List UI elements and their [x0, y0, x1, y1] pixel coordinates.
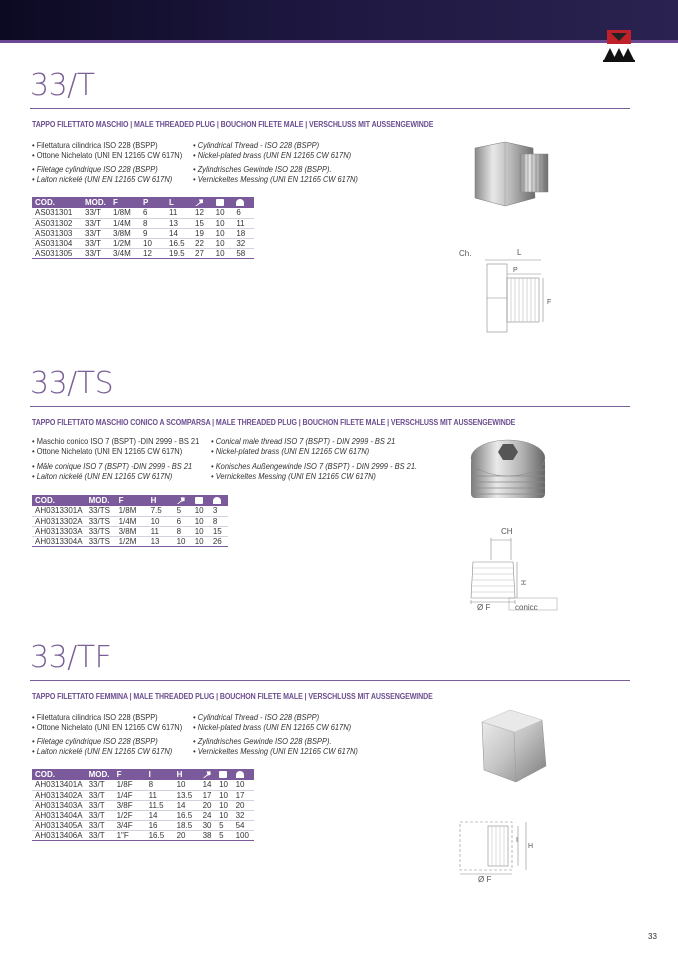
bullet: • Zylindrisches Gewinde ISO 228 (BSPP).: [193, 736, 332, 746]
table-header: [32, 495, 228, 506]
col-header: F: [110, 197, 140, 208]
table-cell: 33/T: [82, 228, 110, 238]
box-icon: [192, 495, 210, 506]
table-cell: 6: [140, 208, 166, 218]
spec-table: [32, 769, 254, 841]
table-cell: 14: [200, 780, 216, 790]
section-subtitle: TAPPO FILETTATO MASCHIO | MALE THREADED PLUG | BOUCHON FILETE MALE | VERSCHLUSS MIT AUSSENGEWINDE: [32, 120, 434, 129]
box-icon: [213, 197, 234, 208]
table-cell: 10: [233, 780, 254, 790]
table-row: [32, 208, 254, 218]
table-cell: 11: [148, 526, 174, 536]
table-cell: 13.5: [174, 790, 200, 800]
drawing-label: conicc: [515, 603, 538, 612]
table-cell: 10: [140, 238, 166, 248]
table-cell: 16.5: [174, 810, 200, 820]
table-cell: 10: [192, 526, 210, 536]
table-cell: 15: [210, 526, 228, 536]
section-title: 33/TF: [30, 640, 112, 675]
table-cell: AS031301: [32, 208, 82, 218]
col-header: MOD.: [82, 197, 110, 208]
table-row: [32, 248, 254, 258]
table-cell: AS031305: [32, 248, 82, 258]
table-cell: 33/T: [86, 780, 114, 790]
bullet: • Cylindrical Thread - ISO 228 (BSPP): [193, 712, 320, 722]
product-photo-33ts: [465, 432, 555, 512]
table-cell: 54: [233, 820, 254, 830]
page-number: 33: [648, 932, 657, 941]
table-row: [32, 238, 254, 248]
table-cell: 10: [174, 536, 192, 546]
table-row: [32, 516, 228, 526]
bullet: • Mâle conique ISO 7 (BSPT) -DIN 2999 - BS 21: [32, 461, 193, 471]
table-cell: 8: [210, 516, 228, 526]
wrench-icon: [200, 769, 216, 780]
table-cell: 1/4M: [110, 218, 140, 228]
table-cell: 11: [146, 790, 174, 800]
drawing-label: P: [513, 267, 518, 274]
table-cell: 12: [192, 208, 213, 218]
table-cell: 26: [210, 536, 228, 546]
col-header: P: [140, 197, 166, 208]
table-cell: 9: [140, 228, 166, 238]
table-row: [32, 780, 254, 790]
bullet: • Filetage cylindrique ISO 228 (BSPP): [32, 164, 158, 174]
company-logo-icon: [602, 30, 636, 62]
technical-drawing-33t: [455, 246, 565, 346]
drawing-label: Ø F: [478, 875, 492, 884]
table-cell: 8: [146, 780, 174, 790]
table-cell: 18: [233, 228, 254, 238]
col-header: F: [114, 769, 146, 780]
bullet: • Vernickeltes Messing (UNI EN 12165 CW 617N): [193, 174, 358, 184]
table-cell: 3: [210, 506, 228, 516]
table-cell: 15: [192, 218, 213, 228]
table-cell: 33/T: [86, 810, 114, 820]
section-rule: [30, 406, 630, 407]
table-cell: 11: [166, 208, 192, 218]
drawing-label: Ch.: [459, 249, 472, 258]
technical-drawing-33ts: [465, 522, 560, 614]
table-cell: 17: [200, 790, 216, 800]
table-cell: 20: [200, 800, 216, 810]
table-cell: 33/T: [86, 830, 114, 840]
drawing-label: H: [519, 580, 526, 586]
section-subtitle: TAPPO FILETTATO MASCHIO CONICO A SCOMPARSA | MALE THREADED PLUG | BOUCHON FILETE MALE | VERSCHLUSS MIT AUSSENGEWINDE: [32, 418, 516, 427]
table-cell: 10: [216, 780, 232, 790]
bullet: • Ottone Nichelato (UNI EN 12165 CW 617N): [32, 722, 183, 732]
table-cell: 10: [213, 218, 234, 228]
header-accent-line: [0, 40, 678, 43]
bullet: • Laiton nickelé (UNI EN 12165 CW 617N): [32, 746, 173, 756]
col-header: I: [146, 769, 174, 780]
table-cell: 10: [213, 238, 234, 248]
bullet: • Laiton nickelé (UNI EN 12165 CW 617N): [32, 471, 173, 481]
table-cell: 16: [146, 820, 174, 830]
table-cell: 58: [233, 248, 254, 258]
header-bar: [0, 0, 678, 42]
table-cell: 33/T: [86, 790, 114, 800]
table-cell: 1/2F: [114, 810, 146, 820]
col-header: H: [174, 769, 200, 780]
table-cell: 33/T: [86, 800, 114, 810]
col-header: COD.: [32, 495, 86, 506]
table-cell: 3/8F: [114, 800, 146, 810]
bullet: • Vernickeltes Messing (UNI EN 12165 CW 617N): [193, 746, 358, 756]
table-row: [32, 536, 228, 546]
table-cell: 11: [233, 218, 254, 228]
col-header: L: [166, 197, 192, 208]
table-cell: 1/8F: [114, 780, 146, 790]
table-cell: 33/TS: [86, 516, 116, 526]
bullet: • Nickel-plated brass (UNI EN 12165 CW 617N): [193, 722, 352, 732]
drawing-label: F: [547, 299, 552, 306]
col-header: COD.: [32, 197, 82, 208]
drawing-label: I: [516, 837, 518, 844]
bullet: • Zylindrisches Gewinde ISO 228 (BSPP).: [193, 164, 332, 174]
table-cell: 1/2M: [110, 238, 140, 248]
table-cell: 1/2M: [116, 536, 148, 546]
drawing-label: CH: [501, 527, 513, 536]
table-cell: 100: [233, 830, 254, 840]
table-cell: 7.5: [148, 506, 174, 516]
table-cell: 32: [233, 238, 254, 248]
table-cell: 30: [200, 820, 216, 830]
box-icon: [216, 769, 232, 780]
table-cell: 1/8M: [110, 208, 140, 218]
table-cell: 18.5: [174, 820, 200, 830]
table-cell: 32: [233, 810, 254, 820]
table-cell: 6: [174, 516, 192, 526]
table-row: [32, 506, 228, 516]
table-cell: 13: [148, 536, 174, 546]
table-cell: 3/8M: [110, 228, 140, 238]
table-cell: 19: [192, 228, 213, 238]
table-cell: 10: [213, 208, 234, 218]
table-cell: AH0313303A: [32, 526, 86, 536]
bullet: • Konisches Außengewinde ISO 7 (BSPT) - DIN 2999 - BS 21.: [211, 461, 418, 471]
table-cell: 5: [216, 820, 232, 830]
table-cell: 38: [200, 830, 216, 840]
table-cell: 1/4M: [116, 516, 148, 526]
bullet: • Ottone Nichelato (UNI EN 12165 CW 617N): [32, 446, 183, 456]
table-header: [32, 769, 254, 780]
col-header: MOD.: [86, 769, 114, 780]
table-row: [32, 526, 228, 536]
table-cell: 19.5: [166, 248, 192, 258]
table-cell: 33/T: [82, 238, 110, 248]
table-cell: AH0313406A: [32, 830, 86, 840]
table-cell: 17: [233, 790, 254, 800]
table-cell: 3/4M: [110, 248, 140, 258]
table-cell: 10: [216, 810, 232, 820]
table-cell: 1/8M: [116, 506, 148, 516]
table-row: [32, 810, 254, 820]
table-cell: 1/4F: [114, 790, 146, 800]
table-cell: 5: [216, 830, 232, 840]
table-row: [32, 830, 254, 840]
table-cell: 33/T: [82, 248, 110, 258]
table-cell: 10: [174, 780, 200, 790]
table-cell: 10: [213, 228, 234, 238]
table-cell: 33/T: [82, 218, 110, 228]
wrench-icon: [174, 495, 192, 506]
drawing-label: H: [528, 843, 534, 850]
bullet: • Filettatura cilindrica ISO 228 (BSPP): [32, 712, 158, 722]
table-cell: AS031303: [32, 228, 82, 238]
bullet: • Cylindrical Thread - ISO 228 (BSPP): [193, 140, 320, 150]
table-row: [32, 800, 254, 810]
table-cell: 11.5: [146, 800, 174, 810]
table-cell: 10: [192, 516, 210, 526]
bullet: • Nickel-plated brass (UNI EN 12165 CW 617N): [193, 150, 352, 160]
drawing-label: Ø F: [477, 603, 491, 612]
table-cell: 8: [174, 526, 192, 536]
table-cell: 14: [174, 800, 200, 810]
table-cell: 20: [174, 830, 200, 840]
table-cell: 3/8M: [116, 526, 148, 536]
table-cell: 20: [233, 800, 254, 810]
col-header: MOD.: [86, 495, 116, 506]
table-cell: 10: [192, 506, 210, 516]
bullet: • Vernickeltes Messing (UNI EN 12165 CW 617N): [211, 471, 376, 481]
spec-table: [32, 495, 228, 547]
table-cell: 6: [233, 208, 254, 218]
table-row: [32, 790, 254, 800]
col-header: COD.: [32, 769, 86, 780]
section-rule: [30, 680, 630, 681]
table-row: [32, 228, 254, 238]
table-cell: 33/TS: [86, 506, 116, 516]
table-cell: AH0313404A: [32, 810, 86, 820]
table-cell: AH0313405A: [32, 820, 86, 830]
bullet: • Filettatura cilindrica ISO 228 (BSPP): [32, 140, 158, 150]
table-cell: 33/TS: [86, 536, 116, 546]
table-cell: 24: [200, 810, 216, 820]
spec-table: [32, 197, 254, 259]
table-cell: AH0313304A: [32, 536, 86, 546]
table-cell: AH0313301A: [32, 506, 86, 516]
table-cell: 10: [216, 800, 232, 810]
section-subtitle: TAPPO FILETTATO FEMMINA | MALE THREADED PLUG | BOUCHON FILETE MALE | VERSCHLUSS MIT AUSSENGEWINDE: [32, 692, 433, 701]
bullet: • Laiton nickelé (UNI EN 12165 CW 617N): [32, 174, 173, 184]
table-cell: 10: [216, 790, 232, 800]
table-cell: 16.5: [166, 238, 192, 248]
table-cell: AS031304: [32, 238, 82, 248]
table-cell: 33/T: [86, 820, 114, 830]
table-cell: 3/4F: [114, 820, 146, 830]
col-header: H: [148, 495, 174, 506]
table-cell: 12: [140, 248, 166, 258]
table-cell: 14: [166, 228, 192, 238]
wrench-icon: [192, 197, 213, 208]
table-cell: 10: [148, 516, 174, 526]
table-cell: 13: [166, 218, 192, 228]
table-cell: AS031302: [32, 218, 82, 228]
table-cell: AH0313401A: [32, 780, 86, 790]
table-cell: 14: [146, 810, 174, 820]
section-title: 33/T: [30, 68, 95, 103]
table-cell: 16.5: [146, 830, 174, 840]
section-rule: [30, 108, 630, 109]
table-cell: 33/T: [82, 208, 110, 218]
table-cell: 10: [192, 536, 210, 546]
table-cell: 33/TS: [86, 526, 116, 536]
table-row: [32, 218, 254, 228]
table-header: [32, 197, 254, 208]
drawing-label: L: [517, 248, 522, 257]
table-cell: AH0313402A: [32, 790, 86, 800]
bullet: • Ottone Nichelato (UNI EN 12165 CW 617N): [32, 150, 183, 160]
product-photo-33tf: [468, 704, 558, 799]
bullet: • Conical male thread ISO 7 (BSPT) - DIN 2999 - BS 21: [211, 436, 396, 446]
bullet: • Maschio conico ISO 7 (BSPT) -DIN 2999 - BS 21: [32, 436, 200, 446]
table-cell: 22: [192, 238, 213, 248]
table-cell: AH0313302A: [32, 516, 86, 526]
bullet: • Filetage cylindrique ISO 228 (BSPP): [32, 736, 158, 746]
table-cell: 5: [174, 506, 192, 516]
table-cell: 10: [213, 248, 234, 258]
table-cell: 27: [192, 248, 213, 258]
technical-drawing-33tf: [454, 816, 534, 888]
bag-icon: [233, 769, 254, 780]
bullet: • Nickel-plated brass (UNI EN 12165 CW 617N): [211, 446, 370, 456]
table-cell: 1"F: [114, 830, 146, 840]
table-cell: AH0313403A: [32, 800, 86, 810]
table-cell: 8: [140, 218, 166, 228]
table-row: [32, 820, 254, 830]
section-title: 33/TS: [30, 366, 114, 401]
bag-icon: [210, 495, 228, 506]
col-header: F: [116, 495, 148, 506]
bag-icon: [233, 197, 254, 208]
